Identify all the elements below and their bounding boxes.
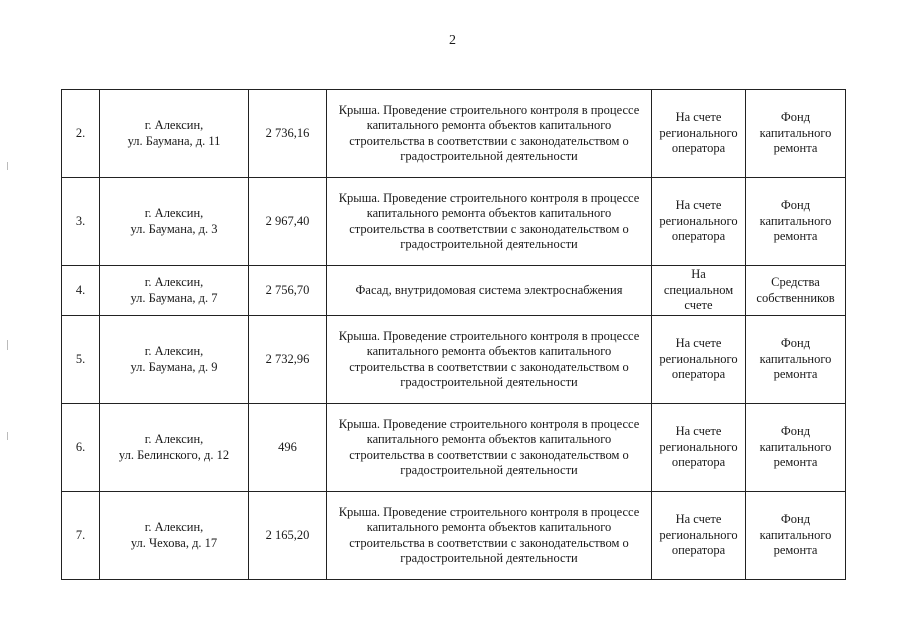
- work-line: Фасад, внутридомовая система электроснабжения: [355, 282, 623, 297]
- address-line: ул. Чехова, д. 17: [130, 535, 218, 550]
- account-line: оператора: [671, 367, 726, 382]
- capital-repair-table: [61, 89, 846, 580]
- work-line: Крыша. Проведение строительного контроля в процессе: [338, 416, 640, 431]
- address-line: ул. Белинского, д. 12: [118, 447, 230, 462]
- account-line: регионального: [659, 351, 738, 366]
- address-line: ул. Баумана, д. 9: [130, 359, 218, 374]
- account-cell: [652, 316, 746, 404]
- account-cell: [652, 178, 746, 266]
- address-line: ул. Баумана, д. 11: [127, 133, 221, 148]
- address-line: г. Алексин,: [144, 118, 204, 132]
- address-cell: [100, 266, 249, 316]
- account-line: счете: [684, 298, 713, 313]
- work-line: строительства в соответствии с законодательством о: [349, 221, 629, 236]
- work-line: капитального ремонта объектов капитального: [366, 520, 612, 534]
- table-row: [62, 266, 846, 316]
- account-line: регионального: [659, 213, 738, 228]
- source-line: капитального: [759, 351, 832, 366]
- row-number: 5.: [62, 316, 100, 404]
- work-line: капитального ремонта объектов капитального: [366, 118, 612, 132]
- source-line: ремонта: [773, 367, 818, 382]
- row-number: 3.: [62, 178, 100, 266]
- account-line: На счете: [675, 198, 722, 213]
- source-line: ремонта: [773, 141, 818, 156]
- scan-margin-mark: [7, 432, 8, 440]
- scan-margin-mark: [7, 340, 8, 350]
- row-number: 2.: [62, 90, 100, 178]
- account-line: оператора: [671, 455, 726, 470]
- address-line: ул. Баумана, д. 3: [130, 221, 218, 236]
- address-cell: [100, 404, 249, 492]
- work-type-cell: [327, 404, 652, 492]
- source-line: Фонд: [780, 198, 811, 213]
- area-cell: 2 732,96: [249, 316, 327, 404]
- source-line: капитального: [759, 213, 832, 228]
- source-line: капитального: [759, 125, 832, 140]
- account-line: На: [691, 267, 706, 282]
- work-line: градостроительной деятельности: [400, 551, 578, 565]
- area-cell: 2 756,70: [249, 266, 327, 316]
- table-row: [62, 404, 846, 492]
- source-line: капитального: [759, 439, 832, 454]
- funding-source-cell: [746, 492, 846, 580]
- table-body: [62, 90, 846, 580]
- row-number: 7.: [62, 492, 100, 580]
- source-line: Средства: [771, 275, 820, 289]
- source-line: ремонта: [773, 543, 818, 558]
- account-line: На счете: [675, 110, 722, 125]
- funding-source-cell: [746, 316, 846, 404]
- address-cell: [100, 90, 249, 178]
- address-cell: [100, 178, 249, 266]
- work-line: градостроительной деятельности: [400, 463, 578, 477]
- account-cell: [652, 90, 746, 178]
- source-line: Фонд: [780, 336, 811, 351]
- work-line: строительства в соответствии с законодательством о: [349, 133, 629, 148]
- address-cell: [100, 316, 249, 404]
- area-cell: 2 736,16: [249, 90, 327, 178]
- funding-source-cell: [746, 178, 846, 266]
- page-number: 2: [449, 33, 456, 48]
- account-line: специальном: [663, 282, 734, 297]
- address-line: г. Алексин,: [144, 432, 204, 446]
- address-line: г. Алексин,: [144, 206, 204, 220]
- work-type-cell: [327, 90, 652, 178]
- work-line: строительства в соответствии с законодательством о: [349, 359, 629, 374]
- table-row: [62, 492, 846, 580]
- table-row: [62, 90, 846, 178]
- row-number: 4.: [62, 266, 100, 316]
- work-line: Крыша. Проведение строительного контроля в процессе: [338, 328, 640, 343]
- work-line: Крыша. Проведение строительного контроля в процессе: [338, 504, 640, 519]
- source-line: ремонта: [773, 455, 818, 470]
- source-line: ремонта: [773, 229, 818, 244]
- work-line: градостроительной деятельности: [400, 375, 578, 389]
- funding-source-cell: [746, 404, 846, 492]
- area-cell: 2 967,40: [249, 178, 327, 266]
- work-line: капитального ремонта объектов капитального: [366, 432, 612, 446]
- work-line: строительства в соответствии с законодательством о: [349, 535, 629, 550]
- funding-source-cell: [746, 266, 846, 316]
- area-cell: 496: [249, 404, 327, 492]
- work-line: капитального ремонта объектов капитального: [366, 206, 612, 220]
- address-cell: [100, 492, 249, 580]
- source-line: собственников: [756, 290, 835, 305]
- address-line: г. Алексин,: [144, 344, 204, 358]
- source-line: капитального: [759, 527, 832, 542]
- account-line: На счете: [675, 512, 722, 527]
- funding-source-cell: [746, 90, 846, 178]
- work-type-cell: [327, 316, 652, 404]
- work-type-cell: [327, 266, 652, 316]
- work-line: градостроительной деятельности: [400, 149, 578, 163]
- source-line: Фонд: [780, 110, 811, 125]
- source-line: Фонд: [780, 424, 811, 439]
- account-cell: [652, 404, 746, 492]
- account-line: На счете: [675, 424, 722, 439]
- account-line: На счете: [675, 336, 722, 351]
- account-line: регионального: [659, 125, 738, 140]
- account-line: регионального: [659, 439, 738, 454]
- work-type-cell: [327, 492, 652, 580]
- table-row: [62, 178, 846, 266]
- account-line: оператора: [671, 141, 726, 156]
- work-line: строительства в соответствии с законодательством о: [349, 447, 629, 462]
- account-line: оператора: [671, 543, 726, 558]
- account-cell: [652, 492, 746, 580]
- source-line: Фонд: [780, 512, 811, 527]
- address-line: г. Алексин,: [144, 275, 204, 289]
- work-line: Крыша. Проведение строительного контроля в процессе: [338, 102, 640, 117]
- work-line: градостроительной деятельности: [400, 237, 578, 251]
- work-line: капитального ремонта объектов капитального: [366, 344, 612, 358]
- work-type-cell: [327, 178, 652, 266]
- address-line: г. Алексин,: [144, 520, 204, 534]
- account-line: оператора: [671, 229, 726, 244]
- address-line: ул. Баумана, д. 7: [130, 290, 218, 305]
- area-cell: 2 165,20: [249, 492, 327, 580]
- account-line: регионального: [659, 527, 738, 542]
- row-number: 6.: [62, 404, 100, 492]
- scan-margin-mark: [7, 162, 8, 170]
- account-cell: [652, 266, 746, 316]
- work-line: Крыша. Проведение строительного контроля в процессе: [338, 190, 640, 205]
- table-row: [62, 316, 846, 404]
